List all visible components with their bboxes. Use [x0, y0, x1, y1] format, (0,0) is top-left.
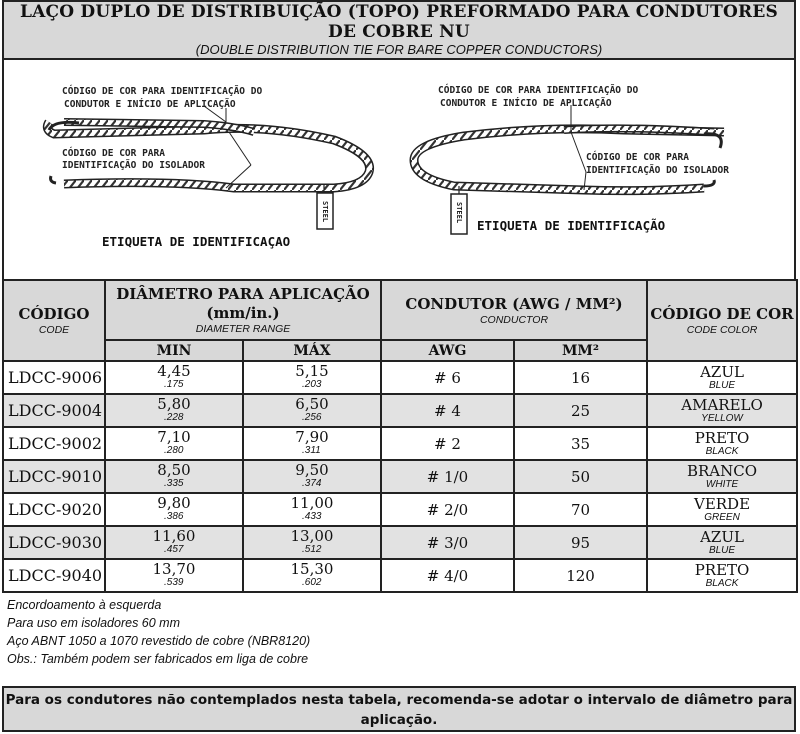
- max-in: .203: [302, 379, 322, 390]
- cell-code: LDCC-9010: [3, 460, 105, 493]
- table-row: [3, 394, 797, 427]
- right-tie-drawing: [414, 84, 729, 234]
- page-subtitle: (DOUBLE DISTRIBUTION TIE FOR BARE COPPER CONDUCTORS): [195, 42, 603, 57]
- max-in: .433: [302, 511, 322, 522]
- header-color: CÓDIGO DE COR CODE COLOR: [647, 280, 797, 361]
- left-tag-text: STEEL: [321, 201, 329, 223]
- cell-min: [105, 526, 243, 559]
- table-row: [3, 460, 797, 493]
- cell-color: [647, 361, 797, 394]
- cell-min: [105, 493, 243, 526]
- spec-table: [2, 279, 798, 593]
- min-mm: 13,70: [152, 560, 196, 578]
- cell-max: [243, 460, 381, 493]
- cell-color: [647, 427, 797, 460]
- cell-max: [243, 394, 381, 427]
- color-pt: BRANCO: [686, 462, 758, 480]
- cell-awg: # 2: [381, 427, 514, 460]
- page-title: LAÇO DUPLO DE DISTRIBUIÇÃO (TOPO) PREFORMADO PARA CONDUTORES DE COBRE NU: [20, 2, 778, 42]
- min-in: .386: [164, 511, 184, 522]
- min-mm: 9,80: [157, 494, 191, 512]
- left-label-conductor-line2: CONDUTOR E INÍCIO DE APLICAÇÃO: [64, 99, 236, 110]
- color-pt: PRETO: [694, 561, 750, 579]
- cell-code: LDCC-9006: [3, 361, 105, 394]
- cell-mm2: 70: [514, 493, 647, 526]
- table-row: [3, 361, 797, 394]
- cell-mm2: 50: [514, 460, 647, 493]
- max-mm: 5,15: [295, 362, 329, 380]
- max-mm: 15,30: [290, 560, 334, 578]
- left-caption: ETIQUETA DE IDENTIFICAÇAO: [102, 234, 291, 249]
- cell-max: [243, 526, 381, 559]
- cell-color: [647, 526, 797, 559]
- color-en: YELLOW: [701, 413, 743, 424]
- color-en: WHITE: [705, 479, 739, 490]
- cell-awg: # 2/0: [381, 493, 514, 526]
- footer-note: Para os condutores não contemplados nesta tabela, recomenda-se adotar o intervalo de diâmetro para aplicação.: [2, 686, 796, 732]
- right-label-conductor-line2: CONDUTOR E INÍCIO DE APLICAÇÃO: [440, 98, 612, 109]
- notes: [7, 596, 310, 668]
- cell-mm2: 95: [514, 526, 647, 559]
- cell-code: LDCC-9030: [3, 526, 105, 559]
- max-mm: 9,50: [295, 461, 329, 479]
- max-in: .374: [302, 478, 322, 489]
- color-en: GREEN: [704, 512, 740, 523]
- min-in: .228: [164, 412, 184, 423]
- max-mm: 6,50: [295, 395, 329, 413]
- color-pt: PRETO: [694, 429, 750, 447]
- color-en: BLUE: [708, 545, 736, 556]
- cell-max: [243, 361, 381, 394]
- cell-color: [647, 394, 797, 427]
- table-row: [3, 526, 797, 559]
- cell-code: LDCC-9002: [3, 427, 105, 460]
- max-in: .256: [302, 412, 322, 423]
- cell-color: [647, 493, 797, 526]
- min-mm: 5,80: [157, 395, 191, 413]
- cell-code: LDCC-9020: [3, 493, 105, 526]
- note-stranding: Encordoamento à esquerda: [7, 598, 162, 612]
- left-label-insulator-line1: CÓDIGO DE COR PARA: [62, 148, 165, 159]
- header-awg: AWG: [381, 340, 514, 361]
- min-mm: 7,10: [157, 428, 191, 446]
- cell-max: [243, 427, 381, 460]
- cell-awg: # 1/0: [381, 460, 514, 493]
- cell-color: [647, 460, 797, 493]
- max-in: .311: [302, 445, 321, 456]
- cell-max: [243, 493, 381, 526]
- cell-min: [105, 361, 243, 394]
- right-tag-text: STEEL: [455, 202, 463, 224]
- table-row: [3, 493, 797, 526]
- max-mm: 7,90: [295, 428, 329, 446]
- min-mm: 4,45: [157, 362, 191, 380]
- tie-illustration: [4, 60, 794, 278]
- cell-mm2: 25: [514, 394, 647, 427]
- note-material: Aço ABNT 1050 a 1070 revestido de cobre (NBR8120): [7, 634, 311, 648]
- cell-code: LDCC-9040: [3, 559, 105, 592]
- header-code: CÓDIGO CODE: [3, 280, 105, 361]
- right-label-insulator-line2: IDENTIFICAÇÃO DO ISOLADOR: [586, 165, 729, 176]
- cell-mm2: 120: [514, 559, 647, 592]
- min-mm: 11,60: [152, 527, 196, 545]
- color-pt: AZUL: [700, 528, 744, 546]
- cell-awg: # 4: [381, 394, 514, 427]
- cell-code: LDCC-9004: [3, 394, 105, 427]
- title-box: [2, 0, 796, 60]
- cell-max: [243, 559, 381, 592]
- color-en: BLUE: [708, 380, 736, 391]
- header-max: MÁX: [243, 340, 381, 361]
- header-min: MIN: [105, 340, 243, 361]
- table-body: [3, 361, 797, 592]
- header-diameter: DIÂMETRO PARA APLICAÇÃO (mm/in.) DIAMETER RANGE: [105, 280, 381, 340]
- cell-min: [105, 559, 243, 592]
- cell-min: [105, 427, 243, 460]
- max-in: .602: [302, 577, 322, 588]
- color-pt: VERDE: [693, 495, 751, 513]
- cell-min: [105, 394, 243, 427]
- color-en: BLACK: [705, 578, 739, 589]
- cell-color: [647, 559, 797, 592]
- left-tie-drawing: [47, 85, 369, 249]
- min-in: .539: [164, 577, 184, 588]
- right-label-conductor-line1: CÓDIGO DE COR PARA IDENTIFICAÇÃO DO: [438, 85, 639, 96]
- max-mm: 11,00: [290, 494, 334, 512]
- cell-mm2: 16: [514, 361, 647, 394]
- min-in: .280: [164, 445, 184, 456]
- left-label-insulator-line2: IDENTIFICAÇÃO DO ISOLADOR: [62, 160, 205, 171]
- left-label-conductor-line1: CÓDIGO DE COR PARA IDENTIFICAÇÃO DO: [62, 86, 263, 97]
- right-label-insulator-line1: CÓDIGO DE COR PARA: [586, 152, 689, 163]
- product-diagram: [2, 60, 796, 280]
- header-mm2: MM²: [514, 340, 647, 361]
- max-mm: 13,00: [290, 527, 334, 545]
- max-in: .512: [302, 544, 322, 555]
- min-in: .175: [164, 379, 184, 390]
- right-caption: ETIQUETA DE IDENTIFICAÇÃO: [477, 218, 666, 233]
- cell-mm2: 35: [514, 427, 647, 460]
- note-observation: Obs.: Também podem ser fabricados em liga de cobre: [7, 652, 309, 666]
- min-mm: 8,50: [157, 461, 191, 479]
- cell-min: [105, 460, 243, 493]
- cell-awg: # 6: [381, 361, 514, 394]
- table-row: [3, 427, 797, 460]
- color-pt: AMARELO: [681, 396, 763, 414]
- color-pt: AZUL: [700, 363, 744, 381]
- note-insulator: Para uso em isoladores 60 mm: [7, 616, 180, 630]
- min-in: .335: [164, 478, 184, 489]
- color-en: BLACK: [705, 446, 739, 457]
- cell-awg: # 3/0: [381, 526, 514, 559]
- min-in: .457: [164, 544, 184, 555]
- table-row: [3, 559, 797, 592]
- header-conductor: CONDUTOR (AWG / MM²) CONDUCTOR: [381, 280, 647, 340]
- cell-awg: # 4/0: [381, 559, 514, 592]
